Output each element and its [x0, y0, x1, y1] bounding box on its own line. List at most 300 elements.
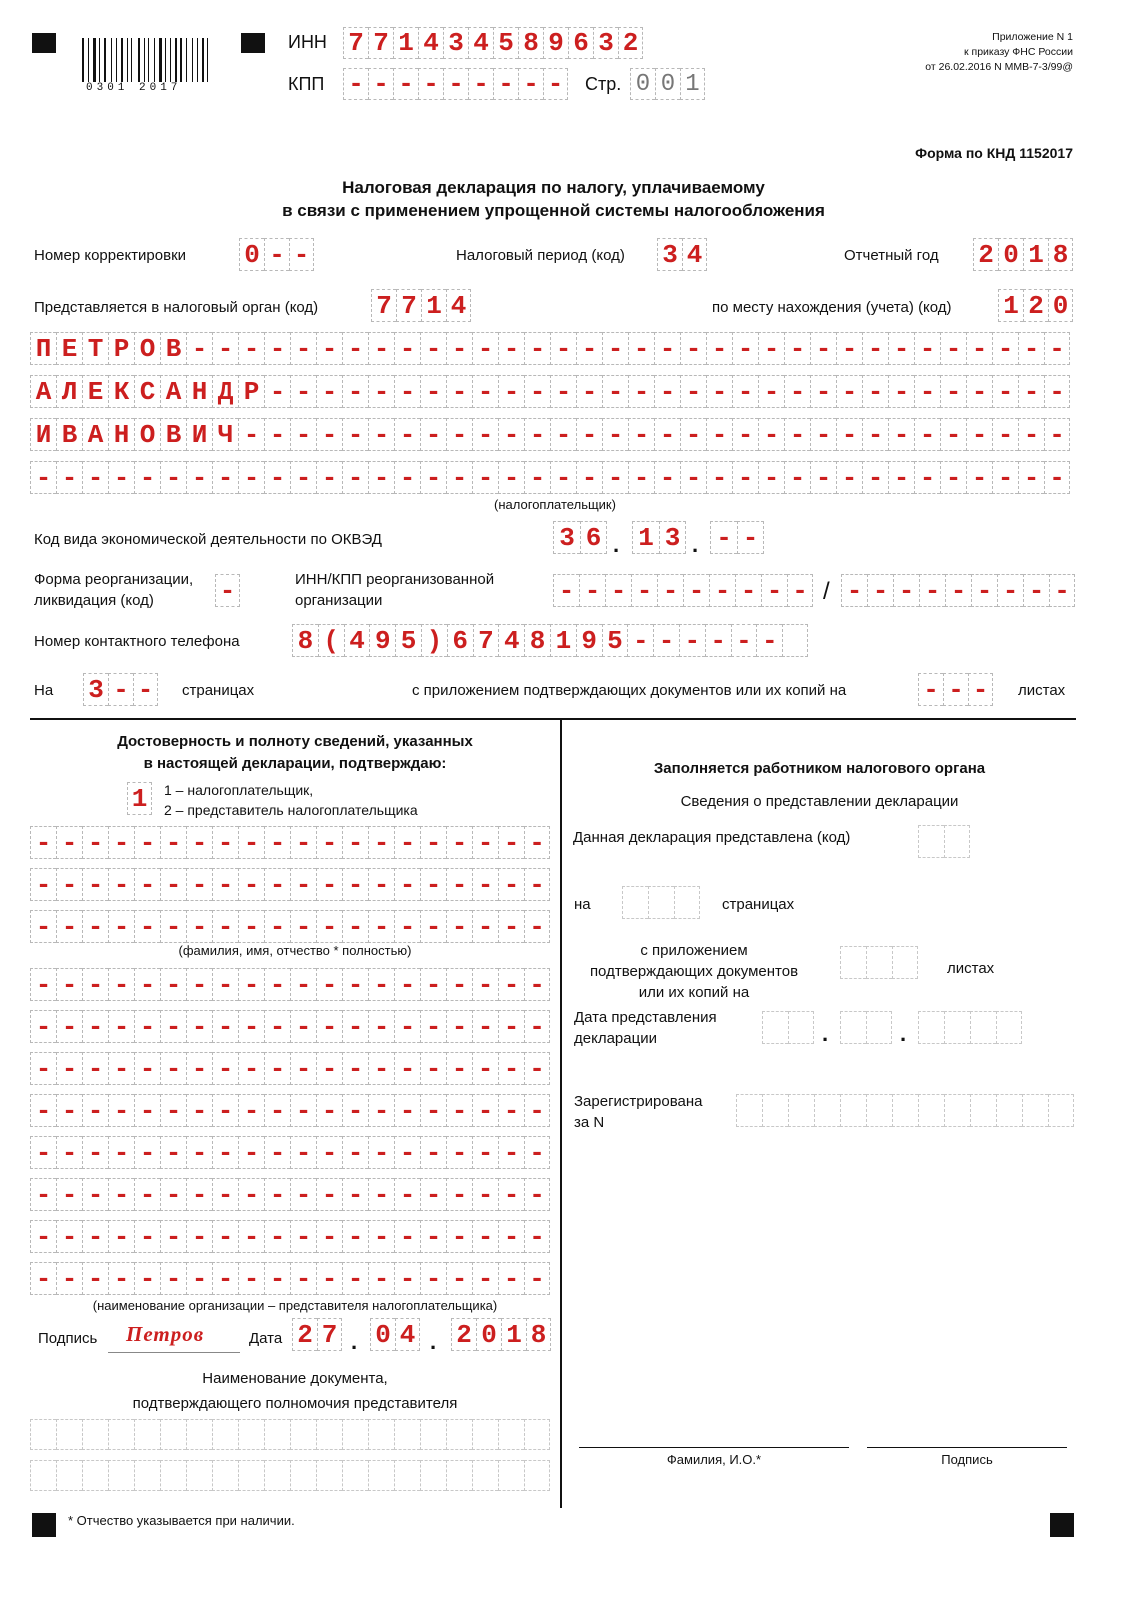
field-cell: - [30, 1094, 56, 1127]
field-cell: - [627, 624, 653, 657]
field-cell: - [264, 968, 290, 1001]
field-cell: - [30, 1178, 56, 1211]
officer-date-month[interactable] [840, 1011, 892, 1044]
field-cell: - [160, 910, 186, 943]
field-cell: - [108, 1094, 134, 1127]
okved-label: Код вида экономической деятельности по ОКВЭД [34, 531, 382, 548]
field-cell: - [1018, 461, 1044, 494]
field-cell: - [394, 375, 420, 408]
field-cell: - [914, 375, 940, 408]
field-cell: - [498, 1010, 524, 1043]
field-cell: - [108, 910, 134, 943]
barcode-bar [82, 38, 84, 82]
field-cell [762, 1094, 788, 1127]
signer-code-cell[interactable] [127, 782, 152, 815]
field-cell [782, 624, 808, 657]
field-cell: - [342, 826, 368, 859]
field-cell: 0 [239, 238, 264, 271]
field-cell: - [784, 332, 810, 365]
field-cell: - [56, 868, 82, 901]
field-cell: - [238, 461, 264, 494]
field-cell: - [394, 332, 420, 365]
field-cell: - [945, 574, 971, 607]
field-cell: - [472, 461, 498, 494]
field-cell: И [186, 418, 212, 451]
barcode-bar [192, 38, 193, 82]
field-cell: - [56, 1136, 82, 1169]
field-cell [472, 1419, 498, 1450]
officer-date-year[interactable] [918, 1011, 1022, 1044]
field-cell: - [602, 375, 628, 408]
field-cell: - [160, 868, 186, 901]
field-cell: - [524, 1052, 550, 1085]
field-cell: - [472, 1262, 498, 1295]
confirm-heading-2: в настоящей декларации, подтверждаю: [143, 755, 447, 772]
taxpayer-caption: (налогоплательщик) [494, 497, 616, 512]
org-line-5[interactable] [30, 1136, 550, 1169]
field-cell: - [186, 461, 212, 494]
field-cell: - [446, 910, 472, 943]
field-cell: - [56, 1178, 82, 1211]
field-cell: - [446, 1010, 472, 1043]
field-cell: Ч [212, 418, 238, 451]
field-cell: - [914, 418, 940, 451]
field-cell: - [316, 1094, 342, 1127]
field-cell: - [264, 868, 290, 901]
field-cell: - [56, 968, 82, 1001]
field-cell: В [56, 418, 82, 451]
date-year-cells[interactable] [451, 1318, 551, 1351]
field-cell: - [420, 868, 446, 901]
field-cell: - [343, 68, 368, 100]
field-cell: - [212, 826, 238, 859]
field-cell: - [82, 968, 108, 1001]
field-cell: - [787, 574, 813, 607]
correction-label: Номер корректировки [34, 247, 187, 264]
field-cell: - [238, 910, 264, 943]
field-cell: - [888, 375, 914, 408]
field-cell [892, 946, 918, 979]
attachments-cells[interactable] [918, 673, 993, 706]
field-cell: - [212, 1220, 238, 1253]
field-cell: - [498, 1178, 524, 1211]
barcode-bar [186, 38, 187, 82]
field-cell: - [342, 1094, 368, 1127]
field-cell: - [992, 461, 1018, 494]
field-cell [918, 1011, 944, 1044]
field-cell: - [524, 1010, 550, 1043]
field-cell: - [679, 624, 705, 657]
field-cell: - [316, 332, 342, 365]
doc-line-1[interactable] [30, 1419, 550, 1450]
field-cell: - [472, 375, 498, 408]
field-cell: - [888, 332, 914, 365]
field-cell: - [602, 332, 628, 365]
date-day-cells[interactable] [292, 1318, 342, 1351]
okved-part-3[interactable] [710, 521, 764, 554]
field-cell [944, 1011, 970, 1044]
field-cell: - [186, 1136, 212, 1169]
field-cell [866, 1011, 892, 1044]
field-cell: - [264, 332, 290, 365]
field-cell: - [56, 1262, 82, 1295]
field-cell [238, 1460, 264, 1491]
field-cell: - [134, 1094, 160, 1127]
field-cell: - [108, 968, 134, 1001]
field-cell: 1 [550, 624, 576, 657]
field-cell: - [394, 910, 420, 943]
registered-label-2: за N [574, 1114, 605, 1131]
field-cell: 8 [292, 624, 318, 657]
field-cell: - [212, 461, 238, 494]
barcode-bar [88, 38, 89, 82]
field-cell: 5 [493, 27, 518, 59]
field-cell: - [290, 826, 316, 859]
field-cell [446, 1419, 472, 1450]
field-cell: 3 [83, 673, 108, 706]
signer-option-1: 1 – налогоплательщик, [164, 782, 314, 798]
field-cell: - [418, 68, 443, 100]
signer-fio-line-2[interactable] [30, 868, 550, 901]
field-cell: - [368, 1052, 394, 1085]
signature-line [108, 1352, 240, 1353]
field-cell [316, 1460, 342, 1491]
field-cell: 2 [973, 238, 998, 271]
inn-label: ИНН [288, 32, 327, 52]
field-cell: 9 [576, 624, 602, 657]
field-cell: - [212, 332, 238, 365]
officer-pages-label: страницах [722, 896, 795, 913]
officer-attach-1: с приложением [640, 942, 748, 959]
field-cell: - [394, 868, 420, 901]
org-line-3[interactable] [30, 1052, 550, 1085]
field-cell: - [368, 1010, 394, 1043]
field-cell: - [264, 1262, 290, 1295]
field-cell: - [56, 1010, 82, 1043]
date-month-cells[interactable] [370, 1318, 420, 1351]
field-cell: 1 [421, 289, 446, 322]
field-cell [30, 1460, 56, 1491]
field-cell: - [756, 624, 782, 657]
officer-attach-cells[interactable] [840, 946, 918, 979]
field-cell: - [394, 1178, 420, 1211]
taxpayer-line-4[interactable] [30, 461, 1070, 494]
field-cell: - [940, 375, 966, 408]
field-cell: - [134, 1136, 160, 1169]
field-cell: - [342, 332, 368, 365]
reorg-inn-cells[interactable] [553, 574, 813, 607]
field-cell: - [992, 332, 1018, 365]
field-cell: - [368, 826, 394, 859]
field-cell [82, 1460, 108, 1491]
field-cell: Л [56, 375, 82, 408]
barcode-bar [151, 38, 153, 82]
registered-number-cells[interactable] [736, 1094, 1074, 1127]
org-line-2[interactable] [30, 1010, 550, 1043]
field-cell: - [82, 1136, 108, 1169]
field-cell: 8 [518, 27, 543, 59]
field-cell: - [732, 375, 758, 408]
field-cell [996, 1094, 1022, 1127]
period-cells[interactable] [657, 238, 707, 271]
taxpayer-line-3[interactable] [30, 418, 1070, 451]
taxpayer-line-2[interactable] [30, 375, 1070, 408]
field-cell: - [264, 1094, 290, 1127]
field-cell: - [862, 332, 888, 365]
field-cell: - [654, 461, 680, 494]
field-cell: - [543, 68, 568, 100]
field-cell: - [498, 1052, 524, 1085]
signer-fio-line-1[interactable] [30, 826, 550, 859]
okved-part-2[interactable] [632, 521, 686, 554]
field-cell: - [212, 1052, 238, 1085]
authority-cells[interactable] [371, 289, 471, 322]
field-cell: - [393, 68, 418, 100]
field-cell: - [316, 1220, 342, 1253]
barcode-bar [178, 38, 179, 82]
field-cell: - [1018, 418, 1044, 451]
field-cell: - [82, 1094, 108, 1127]
field-cell: - [654, 332, 680, 365]
org-line-8[interactable] [30, 1262, 550, 1295]
barcode-bar [184, 38, 185, 82]
field-cell: - [108, 1052, 134, 1085]
field-cell: - [134, 868, 160, 901]
field-cell: - [940, 461, 966, 494]
field-cell: 1 [998, 289, 1023, 322]
reorg-form-cells[interactable] [215, 574, 240, 607]
org-line-1[interactable] [30, 968, 550, 1001]
field-cell: - [186, 1094, 212, 1127]
signature-label: Подпись [38, 1330, 98, 1347]
field-cell: - [82, 1052, 108, 1085]
field-cell: - [761, 574, 787, 607]
field-cell: - [836, 461, 862, 494]
barcode-bar [205, 38, 206, 82]
field-cell: - [215, 574, 240, 607]
field-cell: - [862, 375, 888, 408]
field-cell: - [82, 461, 108, 494]
field-cell [368, 1419, 394, 1450]
field-cell [212, 1460, 238, 1491]
field-cell [736, 1094, 762, 1127]
field-cell: - [394, 1010, 420, 1043]
field-cell: Н [108, 418, 134, 451]
officer-date-day[interactable] [762, 1011, 814, 1044]
signer-fio-line-3[interactable] [30, 910, 550, 943]
field-cell [498, 1419, 524, 1450]
field-cell: - [524, 868, 550, 901]
field-cell: - [1044, 375, 1070, 408]
org-line-7[interactable] [30, 1220, 550, 1253]
field-cell: - [316, 1010, 342, 1043]
field-cell: - [498, 1220, 524, 1253]
field-cell: - [238, 418, 264, 451]
field-cell: - [446, 418, 472, 451]
field-cell: - [316, 1178, 342, 1211]
field-cell: - [446, 868, 472, 901]
field-cell: 3 [443, 27, 468, 59]
field-cell: - [524, 375, 550, 408]
field-cell: - [420, 332, 446, 365]
corner-marker-top-left [32, 33, 56, 53]
field-cell: - [289, 238, 314, 271]
reorg-separator: / [823, 578, 830, 605]
field-cell: - [264, 418, 290, 451]
field-cell: - [680, 332, 706, 365]
okved-dot-2: . [692, 532, 699, 557]
field-cell: - [160, 826, 186, 859]
year-cells[interactable] [973, 238, 1073, 271]
field-cell: - [680, 418, 706, 451]
field-cell: - [212, 1178, 238, 1211]
field-cell: - [82, 1220, 108, 1253]
field-cell: - [605, 574, 631, 607]
field-cell: - [212, 1094, 238, 1127]
field-cell: - [82, 910, 108, 943]
field-cell: - [316, 1262, 342, 1295]
field-cell: 2 [618, 27, 643, 59]
authority-label: Представляется в налоговый орган (код) [34, 299, 319, 316]
barcode-bar [86, 38, 87, 82]
field-cell: 4 [446, 289, 471, 322]
submitted-code-cells[interactable] [918, 825, 970, 858]
field-cell: 0 [370, 1318, 395, 1351]
field-cell: - [368, 68, 393, 100]
field-cell: - [446, 1136, 472, 1169]
field-cell: - [342, 1262, 368, 1295]
field-cell: - [342, 1220, 368, 1253]
phone-cells[interactable] [292, 624, 808, 657]
field-cell: 1 [1023, 238, 1048, 271]
field-cell: 9 [543, 27, 568, 59]
inn-cells[interactable] [343, 27, 643, 59]
attachments-label: с приложением подтверждающих документов или их копий на [412, 682, 847, 699]
date-dot-2: . [430, 1329, 437, 1354]
field-cell: - [576, 461, 602, 494]
confirm-heading-1: Достоверность и полноту сведений, указанных [117, 733, 473, 750]
field-cell: - [498, 910, 524, 943]
registered-label-1: Зарегистрирована [574, 1093, 703, 1110]
pages-count-cells[interactable] [83, 673, 158, 706]
field-cell [342, 1419, 368, 1450]
field-cell: - [940, 418, 966, 451]
field-cell: 8 [1048, 238, 1073, 271]
field-cell: 7 [343, 27, 368, 59]
field-cell: - [264, 1010, 290, 1043]
field-cell: - [966, 332, 992, 365]
barcode-bar [97, 38, 98, 82]
field-cell: - [212, 910, 238, 943]
org-line-4[interactable] [30, 1094, 550, 1127]
reorg-kpp-cells[interactable] [841, 574, 1075, 607]
field-cell: - [108, 826, 134, 859]
field-cell [212, 1419, 238, 1450]
field-cell: - [576, 418, 602, 451]
field-cell: - [316, 1052, 342, 1085]
field-cell: - [108, 461, 134, 494]
field-cell: - [316, 826, 342, 859]
location-cells[interactable] [998, 289, 1073, 322]
doc-line-2[interactable] [30, 1460, 550, 1491]
field-cell: - [628, 461, 654, 494]
officer-pages-cells[interactable] [622, 886, 700, 919]
officer-sign-line [867, 1447, 1067, 1448]
date-label: Дата [249, 1330, 283, 1347]
field-cell: - [1044, 418, 1070, 451]
field-cell: - [472, 1178, 498, 1211]
field-cell: И [30, 418, 56, 451]
field-cell: - [997, 574, 1023, 607]
kpp-cells[interactable] [343, 68, 568, 100]
page-cells[interactable] [630, 68, 705, 100]
field-cell: - [1018, 332, 1044, 365]
barcode-bar [107, 38, 109, 82]
field-cell: - [160, 1262, 186, 1295]
appendix-line-2: к приказу ФНС России [964, 46, 1073, 58]
field-cell: - [342, 461, 368, 494]
field-cell: - [316, 910, 342, 943]
barcode-bar [127, 38, 128, 82]
field-cell: 1 [632, 521, 659, 554]
field-cell: - [524, 1262, 550, 1295]
field-cell: О [134, 332, 160, 365]
field-cell: - [420, 910, 446, 943]
field-cell: - [108, 673, 133, 706]
field-cell: - [493, 68, 518, 100]
correction-cells[interactable] [239, 238, 314, 271]
signer-option-2: 2 – представитель налогоплательщика [164, 802, 418, 818]
field-cell: - [186, 968, 212, 1001]
field-cell [892, 1094, 918, 1127]
field-cell: - [30, 1136, 56, 1169]
field-cell: - [290, 968, 316, 1001]
field-cell: - [446, 1220, 472, 1253]
field-cell: - [238, 1136, 264, 1169]
field-cell [290, 1460, 316, 1491]
field-cell: - [732, 418, 758, 451]
field-cell: - [498, 1136, 524, 1169]
field-cell: - [735, 574, 761, 607]
field-cell: - [550, 461, 576, 494]
field-cell [918, 825, 944, 858]
field-cell [56, 1460, 82, 1491]
field-cell: - [394, 968, 420, 1001]
field-cell: 4 [418, 27, 443, 59]
field-cell: - [443, 68, 468, 100]
attachments-suffix: листах [1018, 682, 1066, 699]
field-cell: - [108, 1178, 134, 1211]
field-cell [394, 1419, 420, 1450]
field-cell: - [628, 375, 654, 408]
org-line-6[interactable] [30, 1178, 550, 1211]
field-cell: - [628, 418, 654, 451]
field-cell [394, 1460, 420, 1491]
field-cell: - [290, 375, 316, 408]
field-cell: - [680, 461, 706, 494]
field-cell: 0 [998, 238, 1023, 271]
field-cell [788, 1094, 814, 1127]
field-cell [762, 1011, 788, 1044]
okved-part-1[interactable] [553, 521, 607, 554]
field-cell: - [657, 574, 683, 607]
field-cell: 0 [655, 68, 680, 100]
field-cell [186, 1419, 212, 1450]
field-cell: - [498, 418, 524, 451]
field-cell: - [524, 968, 550, 1001]
field-cell [622, 886, 648, 919]
taxpayer-line-1[interactable] [30, 332, 1070, 365]
